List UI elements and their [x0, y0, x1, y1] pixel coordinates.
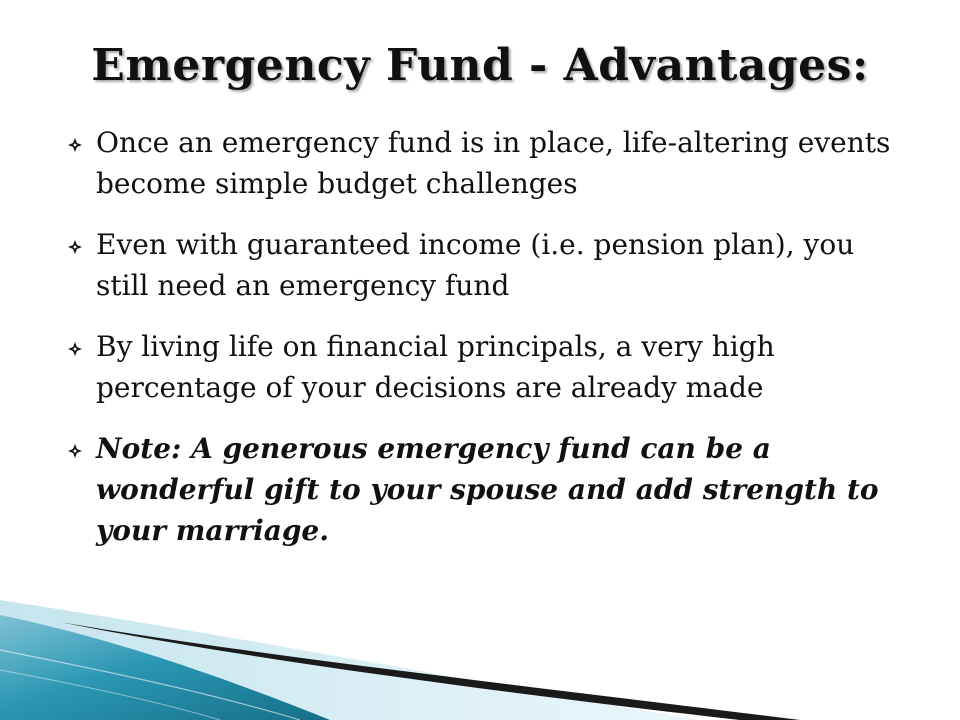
- bullet-list: [68, 122, 908, 571]
- bullet-text: Note: A generous emergency fund can be a wonderful gift to your spouse and add strength to your marriage.: [96, 432, 879, 547]
- bullet-text: Once an emergency fund is in place, life-altering events become simple budget challenges: [96, 126, 891, 200]
- bullet-item: [68, 224, 908, 306]
- bullet-text: By living life on financial principals, a very high percentage of your decisions are already made: [96, 330, 775, 404]
- slide-title: Emergency Fund - Advantages:: [91, 40, 869, 91]
- bullet-item-note: [68, 428, 908, 551]
- corner-swoosh-decoration: [0, 560, 960, 720]
- bullet-item: [68, 122, 908, 204]
- bullet-text: Even with guaranteed income (i.e. pension plan), you still need an emergency fund: [96, 228, 855, 302]
- bullet-item: [68, 326, 908, 408]
- diamond-fleuron-icon: [68, 342, 82, 356]
- diamond-fleuron-icon: [68, 444, 82, 458]
- diamond-fleuron-icon: [68, 240, 82, 254]
- diamond-fleuron-icon: [68, 138, 82, 152]
